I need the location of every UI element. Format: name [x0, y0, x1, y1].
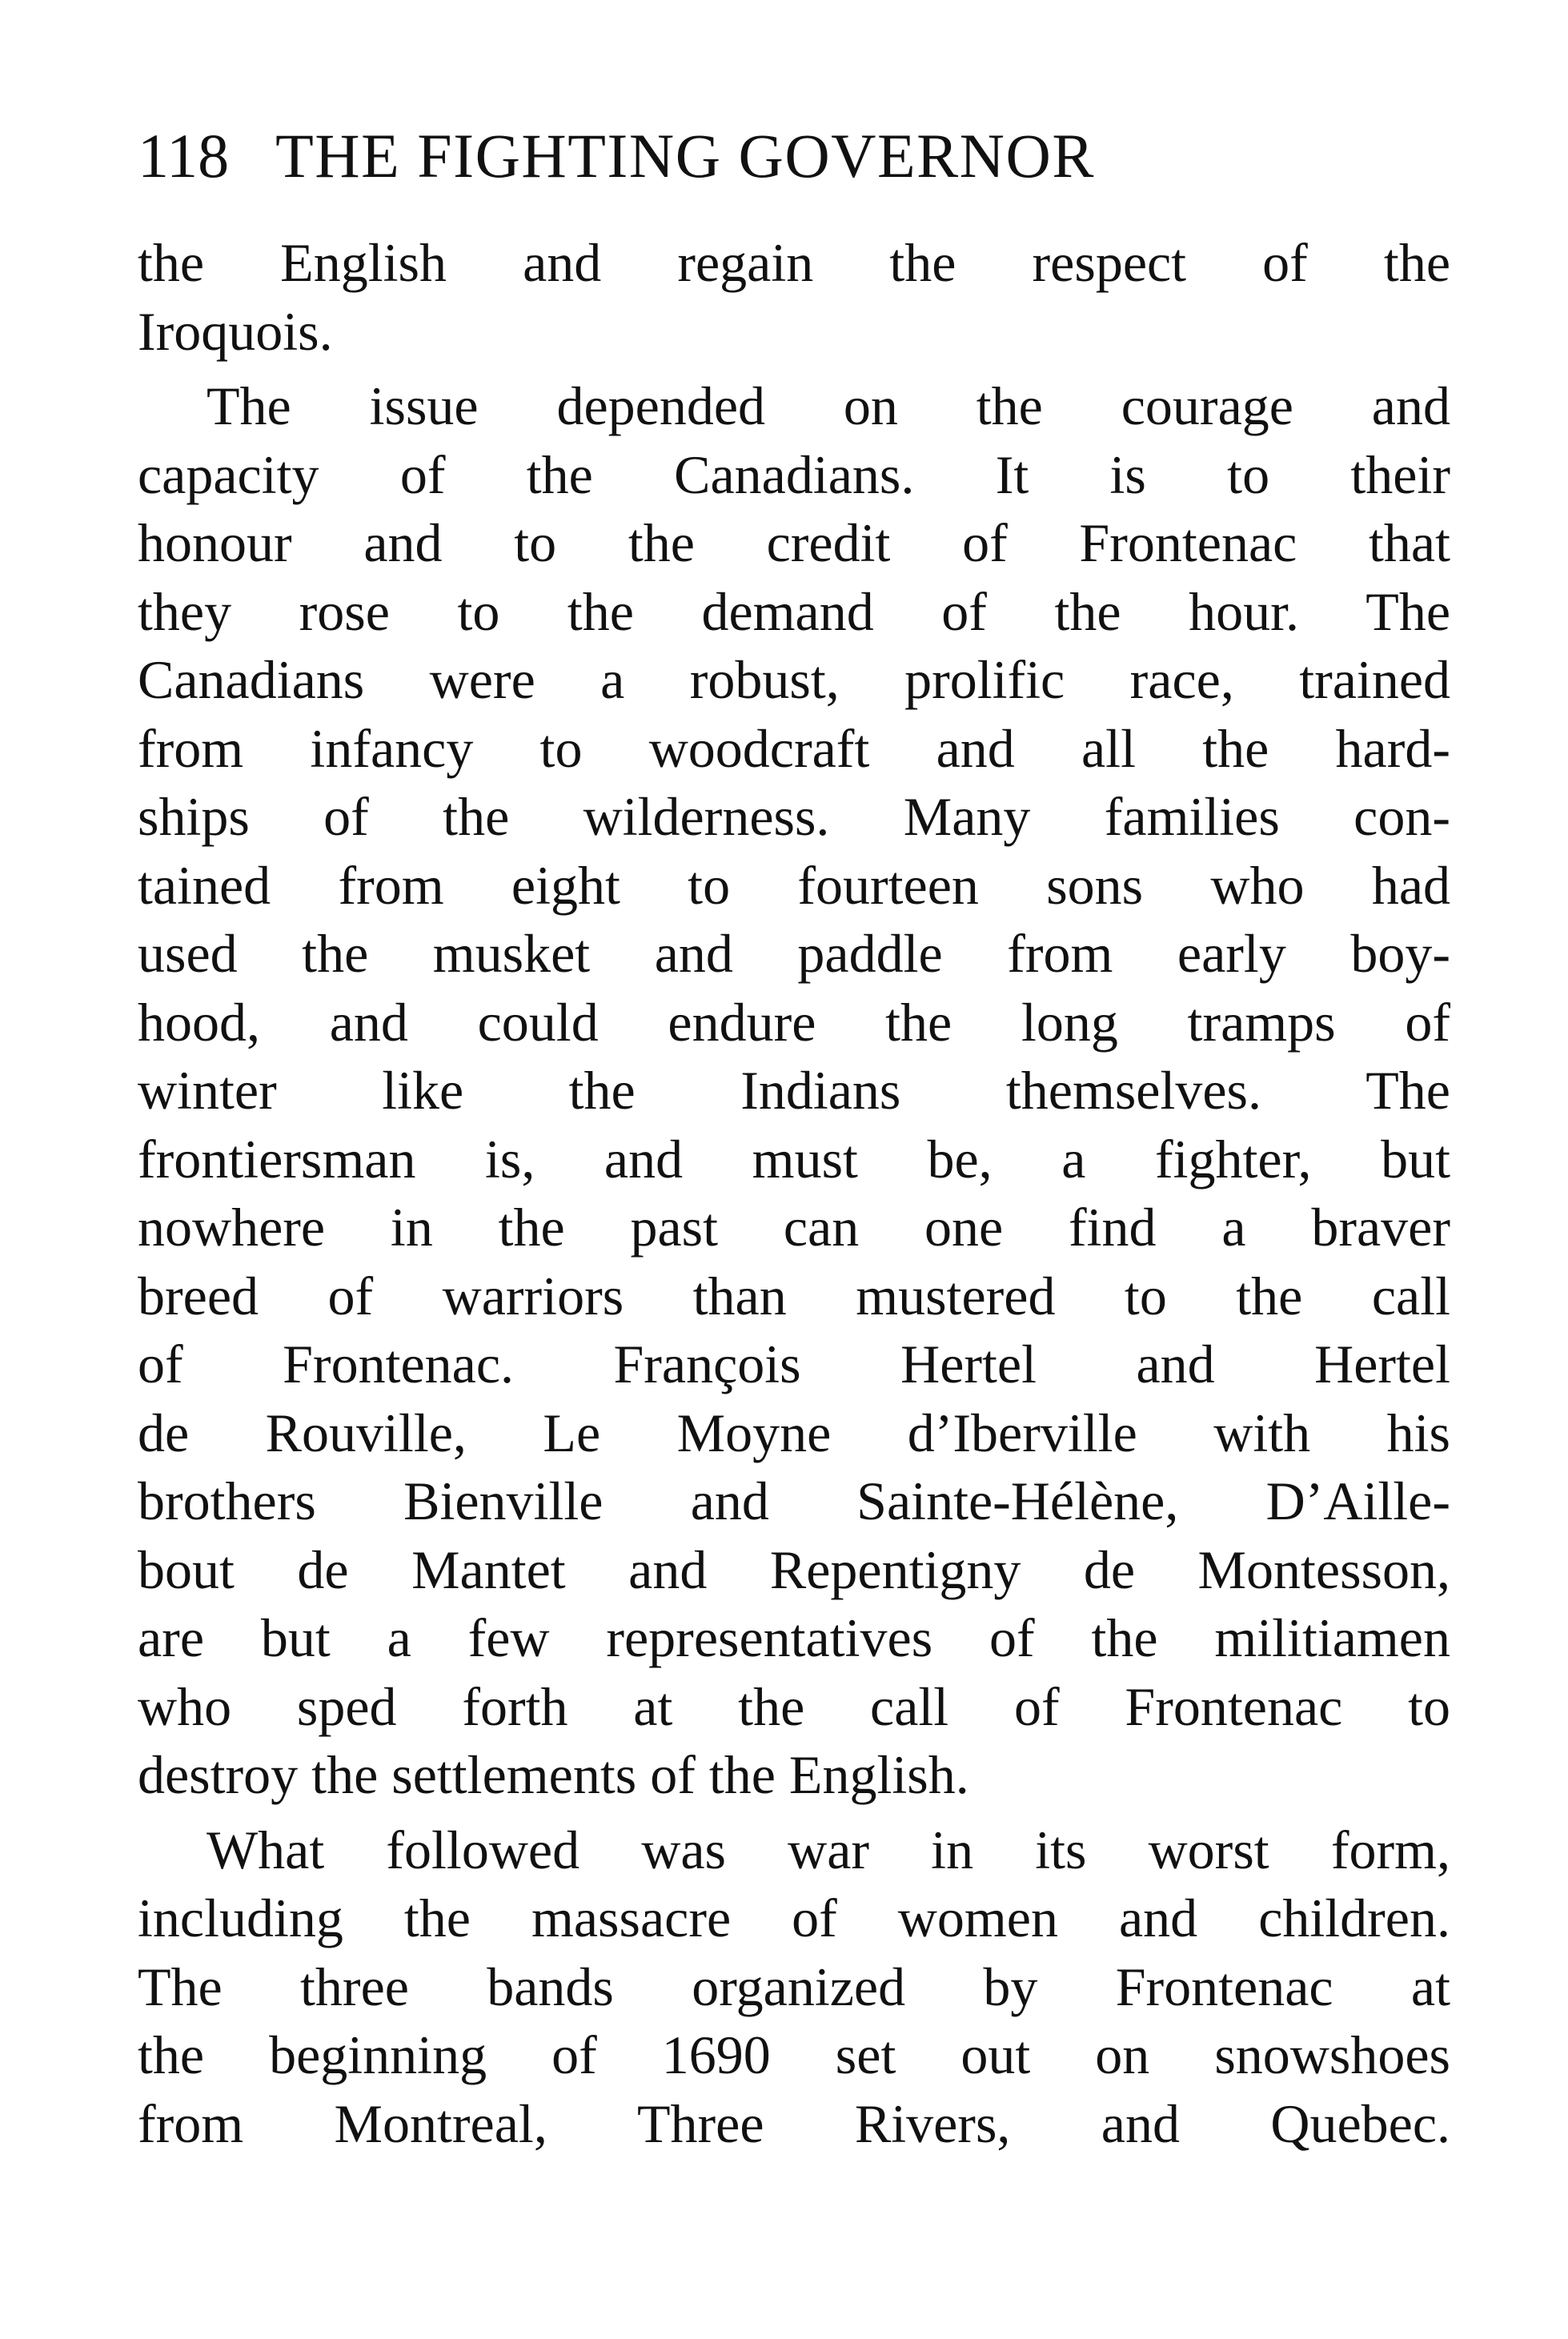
text-line: are but a few representatives of the militiamen — [138, 1607, 1450, 1668]
text-line: who sped forth at the call of Frontenac to — [138, 1675, 1450, 1737]
text-line: honour and to the credit of Frontenac that — [138, 512, 1450, 573]
text-line: bout de Mantet and Repentigny de Montesson, — [138, 1539, 1450, 1600]
text-line: de Rouville, Le Moyne d’Iberville with his — [138, 1402, 1450, 1463]
text-line: destroy the settlements of the English. — [138, 1744, 969, 1805]
page-number: 118 — [138, 121, 230, 191]
text-line: What followed was war in its worst form, — [207, 1819, 1450, 1880]
text-line: from infancy to woodcraft and all the hard- — [138, 717, 1450, 779]
text-line: The three bands organized by Frontenac at — [138, 1956, 1450, 2017]
text-line: used the musket and paddle from early boy- — [138, 923, 1450, 984]
text-line: the beginning of 1690 set out on snowshoes — [138, 2024, 1450, 2085]
paragraph-3 — [138, 1816, 1450, 2159]
text-line: winter like the Indians themselves. The — [138, 1060, 1450, 1121]
text-line: from Montreal, Three Rivers, and Quebec. — [138, 2092, 1450, 2154]
text-line: breed of warriors than mustered to the call — [138, 1265, 1450, 1326]
text-line: including the massacre of women and children. — [138, 1888, 1450, 1948]
text-line: nowhere in the past can one find a braver — [138, 1197, 1450, 1258]
text-line: Canadians were a robust, prolific race, trained — [138, 649, 1450, 710]
paragraph-1 — [138, 229, 1450, 366]
text-line: tained from eight to fourteen sons who had — [138, 854, 1450, 916]
text-line: frontiersman is, and must be, a fighter, but — [138, 1128, 1450, 1190]
text-line: the English and regain the respect of the — [138, 232, 1450, 293]
text-line: of Frontenac. François Hertel and Hertel — [138, 1334, 1450, 1394]
text-line: Iroquois. — [138, 300, 333, 362]
body-text — [138, 229, 1450, 2158]
text-line: brothers Bienville and Sainte-Hélène, D’Aille- — [138, 1470, 1450, 1531]
running-head — [138, 120, 1450, 192]
text-line: The issue depended on the courage and — [207, 375, 1450, 436]
paragraph-2 — [138, 372, 1450, 1810]
running-title: THE FIGHTING GOVERNOR — [275, 121, 1095, 191]
paragraph-gap — [138, 1810, 1450, 1816]
text-line: capacity of the Canadians. It is to their — [138, 443, 1450, 505]
text-line: they rose to the demand of the hour. The — [138, 580, 1450, 642]
text-line: hood, and could endure the long tramps of — [138, 991, 1450, 1053]
text-line: ships of the wilderness. Many families con- — [138, 786, 1450, 847]
paragraph-gap — [138, 366, 1450, 372]
